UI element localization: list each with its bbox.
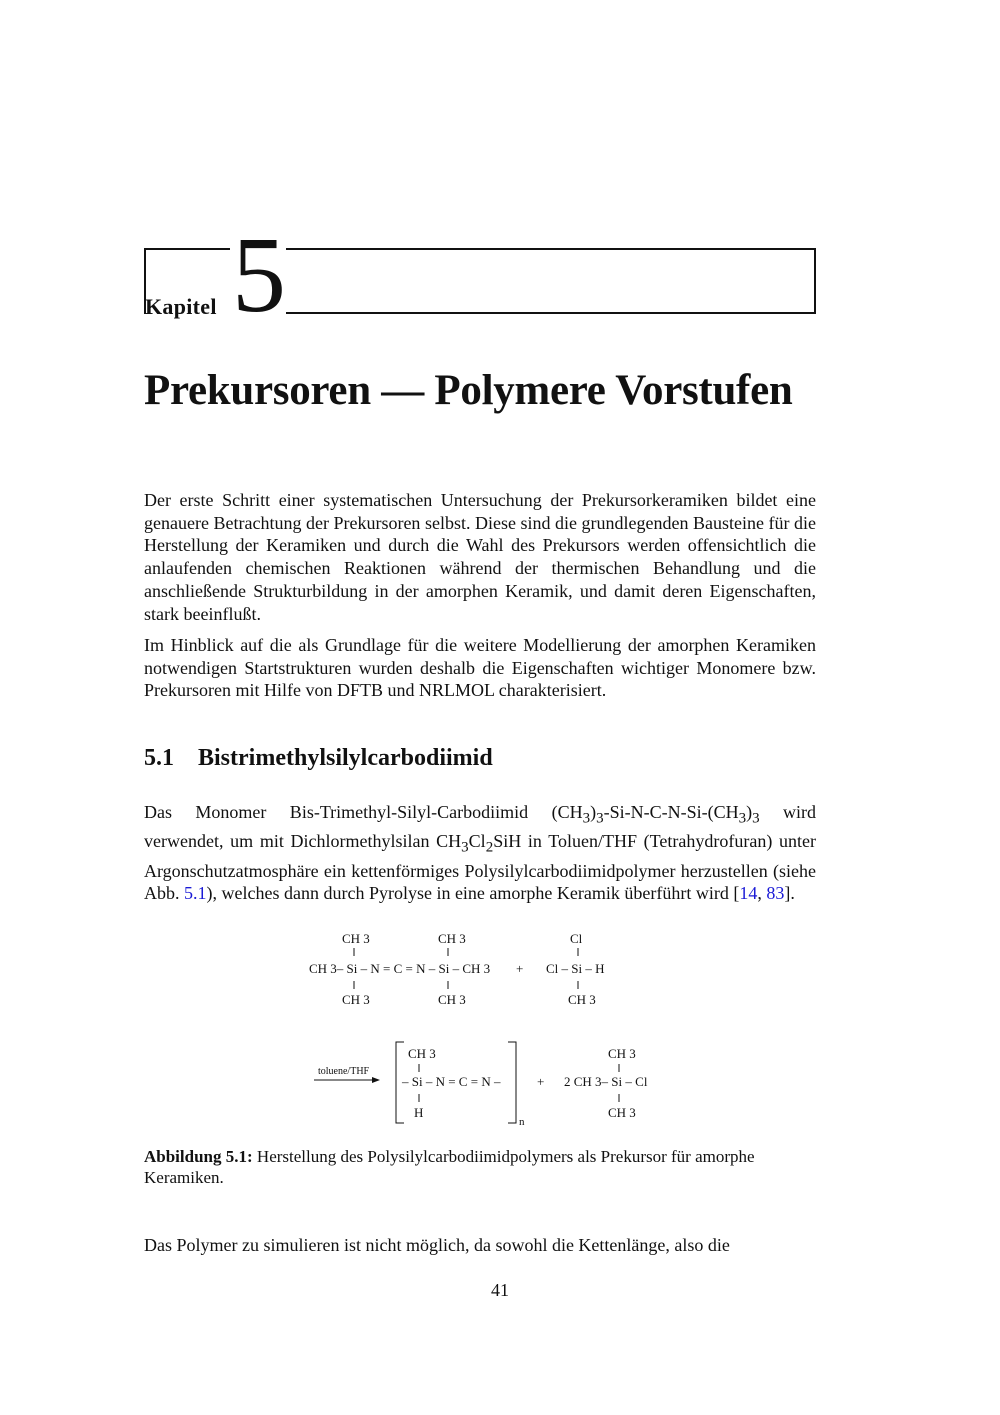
figure-link[interactable]: 5.1 — [184, 883, 207, 904]
scheme-plus-2: + — [537, 1074, 545, 1089]
intro-paragraph-1: Der erste Schritt einer systematischen Untersuchung der Prekursorkeramiken bildet eine genauere Betrachtung der Prekursoren selbst. Diese sind die grundlegenden Bausteine für die Herstellung der Keramiken und durch die Wahl des Prekursors werden offensichtlich die anlaufenden chemischen Reaktionen während der thermischen Behandlung und die anschließende Strukturbildung in der amorphen Keramik, und damit deren Eigenschaften, stark beeinflußt. — [144, 490, 816, 624]
scheme-p-bot: H — [414, 1105, 424, 1120]
figure-label: Abbildung 5.1: — [144, 1147, 253, 1166]
scheme-r1-top1: CH 3 — [342, 931, 370, 946]
scheme-r1-bot2: CH 3 — [438, 992, 466, 1007]
section-paragraph-1: Das Monomer Bis-Trimethyl-Silyl-Carbodiimid $(CH_3)_3-Si-N-C-N-Si-(CH_3)_3$ wird verwendet, um mit Dichlormethylsilan $CH_3Cl_2SiH$ in Toluen/THF (Tetrahydrofuran) unter Argonschutzatmosphäre ein kettenförmiges Polysilylcarbodiimidpolymer herzustellen (siehe Abb. 5.1), welches dann durch Pyrolyse in eine amorphe Keramik überführt wird [14, 83]. — [144, 802, 816, 904]
scheme-plus-1: + — [516, 961, 524, 976]
chapter-number: 5 — [232, 216, 286, 335]
figure-caption: Abbildung 5.1: Herstellung des Polysilylcarbodiimidpolymers als Prekursor für amorphe Keramiken. — [144, 1147, 755, 1187]
citation-link-14[interactable]: 14 — [739, 883, 758, 904]
section-number: 5.1 — [144, 745, 174, 771]
scheme-r1-bot1: CH 3 — [342, 992, 370, 1007]
scheme-p-main: – Si – N = C = N – — [402, 1074, 501, 1089]
scheme-p2-main: 2 CH 3– Si – Cl — [564, 1074, 648, 1089]
scheme-r1-right: Cl – Si – H — [546, 961, 605, 976]
reaction-arrow-icon — [372, 1077, 380, 1083]
scheme-p2-bot: CH 3 — [608, 1105, 636, 1120]
intro-paragraph-2: Im Hinblick auf die als Grundlage für die weitere Modellierung der amorphen Keramiken notwendigen Startstrukturen wurden deshalb die Eigenschaften wichtiger Monomere bzw. Prekursoren mit Hilfe von DFTB und NRLMOL charakterisiert. — [144, 635, 816, 701]
section-title: Bistrimethylsilylcarbodiimid — [198, 745, 493, 771]
section-heading — [144, 745, 493, 772]
chapter-label: Kapitel — [145, 294, 217, 319]
scheme-p-top: CH 3 — [408, 1046, 436, 1061]
scheme-p2-top: CH 3 — [608, 1046, 636, 1061]
scheme-r1-top2: CH 3 — [438, 931, 466, 946]
reaction-scheme — [300, 925, 700, 1130]
scheme-r1-main: CH 3– Si – N = C = N – Si – CH 3 — [309, 961, 491, 976]
scheme-r1-bot3: CH 3 — [568, 992, 596, 1007]
chapter-title: Prekursoren — Polymere Vorstufen — [144, 367, 793, 414]
citation-link-83[interactable]: 83 — [766, 883, 785, 904]
scheme-p-sub: n — [519, 1116, 525, 1128]
scheme-r1-top3: Cl — [570, 931, 583, 946]
page-number: 41 — [491, 1280, 509, 1300]
scheme-arrow-label: toluene/THF — [318, 1066, 370, 1077]
section-paragraph-2: Das Polymer zu simulieren ist nicht möglich, da sowohl die Kettenlänge, also die — [144, 1235, 730, 1255]
